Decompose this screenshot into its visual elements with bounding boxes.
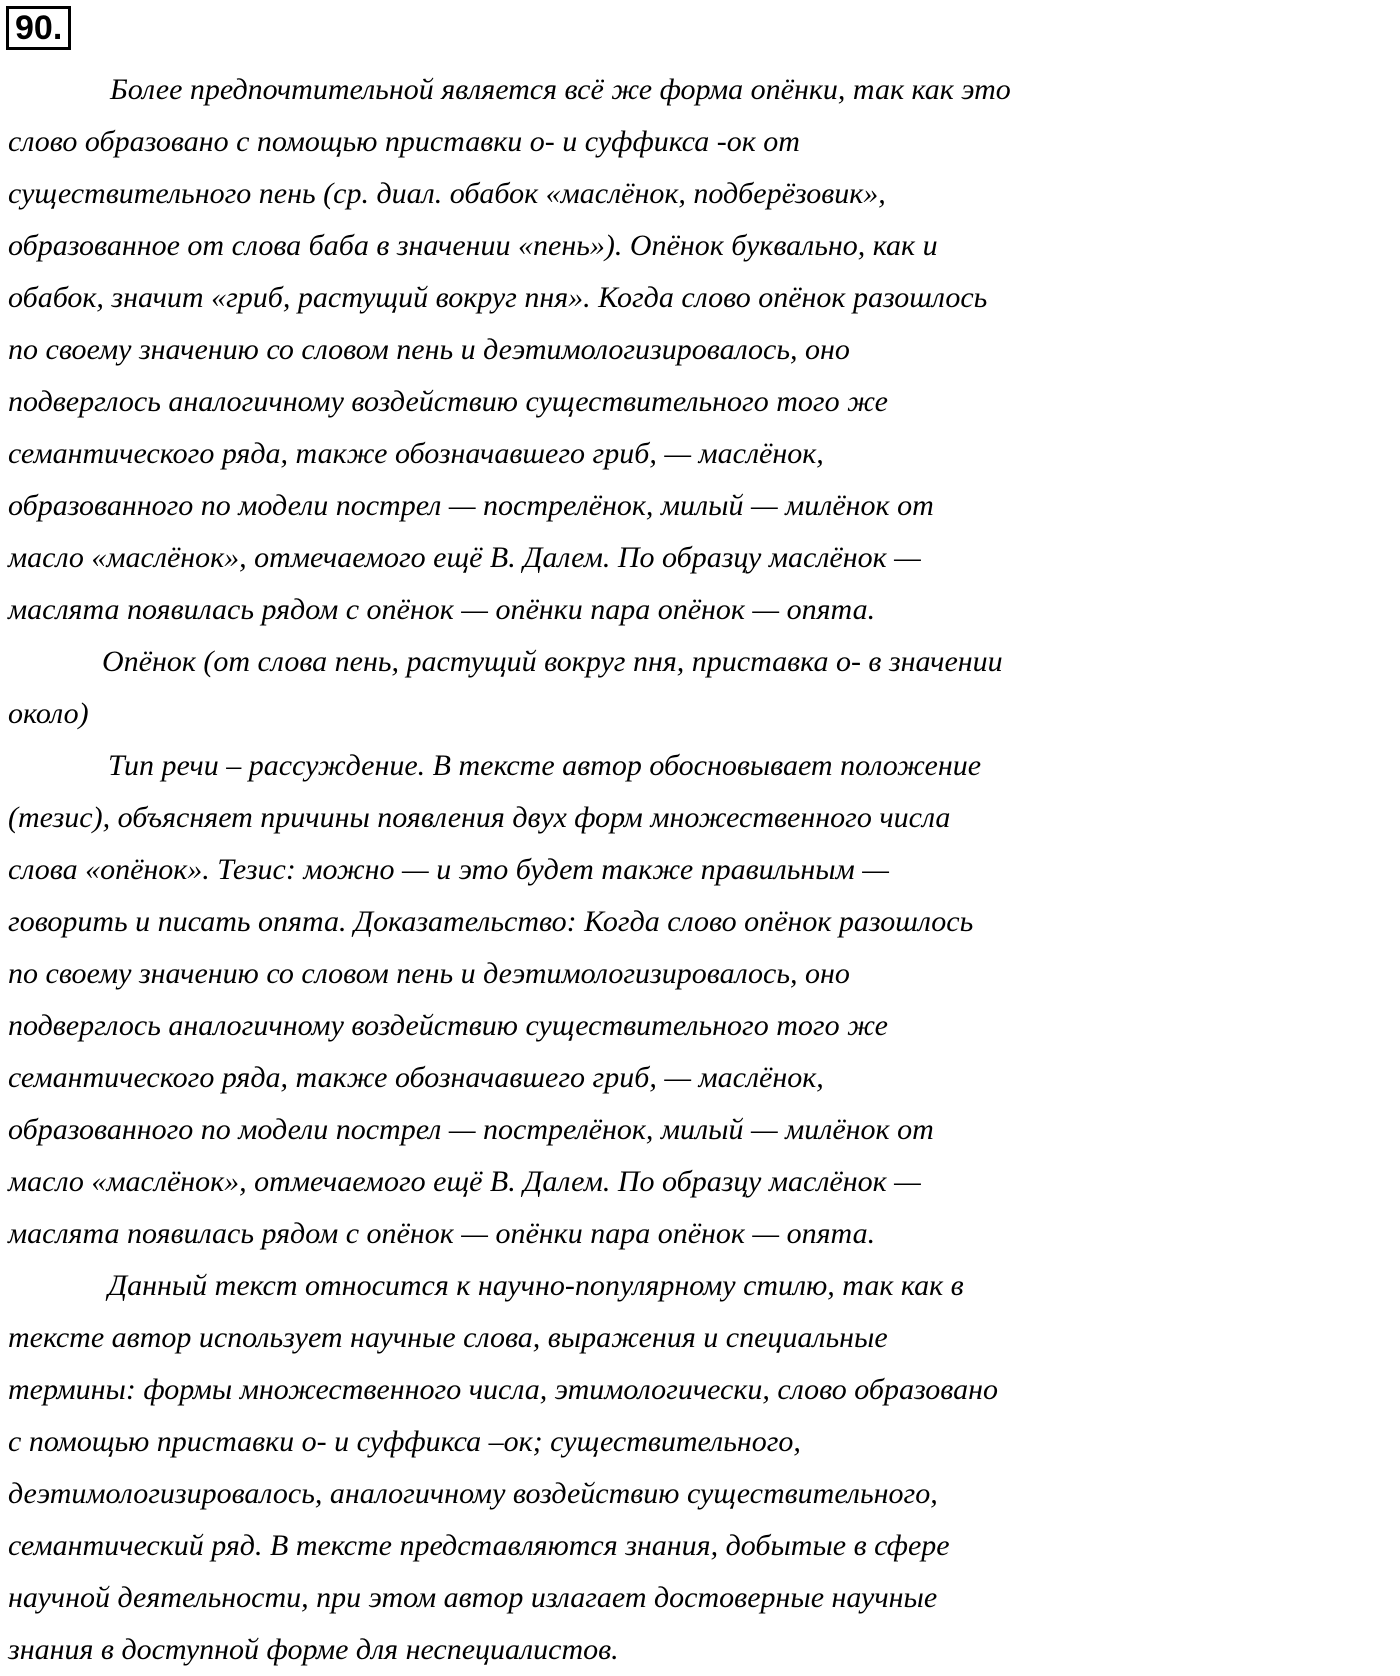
text-line: подверглось аналогичному воздействию существительного того же <box>8 385 888 418</box>
text-line: тексте автор использует научные слова, выражения и специальные <box>8 1321 888 1354</box>
text-line: масло «маслёнок», отмечаемого ещё В. Далем. По образцу маслёнок — <box>8 1165 921 1198</box>
text-line: подверглось аналогичному воздействию существительного того же <box>8 1009 888 1042</box>
text-line: Опёнок (от слова пень, растущий вокруг пня, приставка о- в значении <box>102 645 1003 678</box>
paragraph-word-formation <box>8 64 1400 636</box>
text-line: с помощью приставки о- и суффикса –ок; существительного, <box>8 1425 801 1458</box>
text-line: Данный текст относится к научно-популярному стилю, так как в <box>108 1269 964 1302</box>
task-number-box: 90. <box>6 6 71 50</box>
text-line: научной деятельности, при этом автор излагает достоверные научные <box>8 1581 938 1614</box>
text-line: термины: формы множественного числа, этимологически, слово образовано <box>8 1373 998 1406</box>
answer-text <box>8 64 1400 1676</box>
text-line: образованного по модели пострел — пострелёнок, милый — милёнок от <box>8 1113 934 1146</box>
text-line: масло «маслёнок», отмечаемого ещё В. Далем. По образцу маслёнок — <box>8 541 921 574</box>
text-line: обабок, значит «гриб, растущий вокруг пня». Когда слово опёнок разошлось <box>8 281 988 314</box>
text-line: Тип речи – рассуждение. В тексте автор обосновывает положение <box>108 749 982 782</box>
text-line: образованного по модели пострел — пострелёнок, милый — милёнок от <box>8 489 934 522</box>
text-line: семантического ряда, также обозначавшего гриб, — маслёнок, <box>8 1061 824 1094</box>
text-line: маслята появилась рядом с опёнок — опёнки пара опёнок — опята. <box>8 1217 876 1250</box>
text-line: слова «опёнок». Тезис: можно — и это будет также правильным — <box>8 853 889 886</box>
text-line: Более предпочтительной является всё же форма опёнки, так как это <box>110 73 1011 106</box>
text-line: знания в доступной форме для неспециалистов. <box>8 1633 619 1666</box>
paragraph-speech-type <box>8 740 1400 1260</box>
text-line: говорить и писать опята. Доказательство: Когда слово опёнок разошлось <box>8 905 974 938</box>
text-line: семантический ряд. В тексте представляются знания, добытые в сфере <box>8 1529 950 1562</box>
text-line: существительного пень (ср. диал. обабок «маслёнок, подберёзовик», <box>8 177 886 210</box>
paragraph-style <box>8 1260 1400 1676</box>
text-line: маслята появилась рядом с опёнок — опёнки пара опёнок — опята. <box>8 593 876 626</box>
text-line: образованное от слова баба в значении «пень»). Опёнок буквально, как и <box>8 229 938 262</box>
text-line: деэтимологизировалось, аналогичному воздействию существительного, <box>8 1477 938 1510</box>
text-line: около) <box>8 697 89 730</box>
paragraph-etymology <box>8 636 1400 740</box>
text-line: семантического ряда, также обозначавшего гриб, — маслёнок, <box>8 437 824 470</box>
text-line: по своему значению со словом пень и деэтимологизировалось, оно <box>8 333 850 366</box>
text-line: по своему значению со словом пень и деэтимологизировалось, оно <box>8 957 850 990</box>
text-line: слово образовано с помощью приставки о- и суффикса -ок от <box>8 125 800 158</box>
text-line: (тезис), объясняет причины появления двух форм множественного числа <box>8 801 951 834</box>
